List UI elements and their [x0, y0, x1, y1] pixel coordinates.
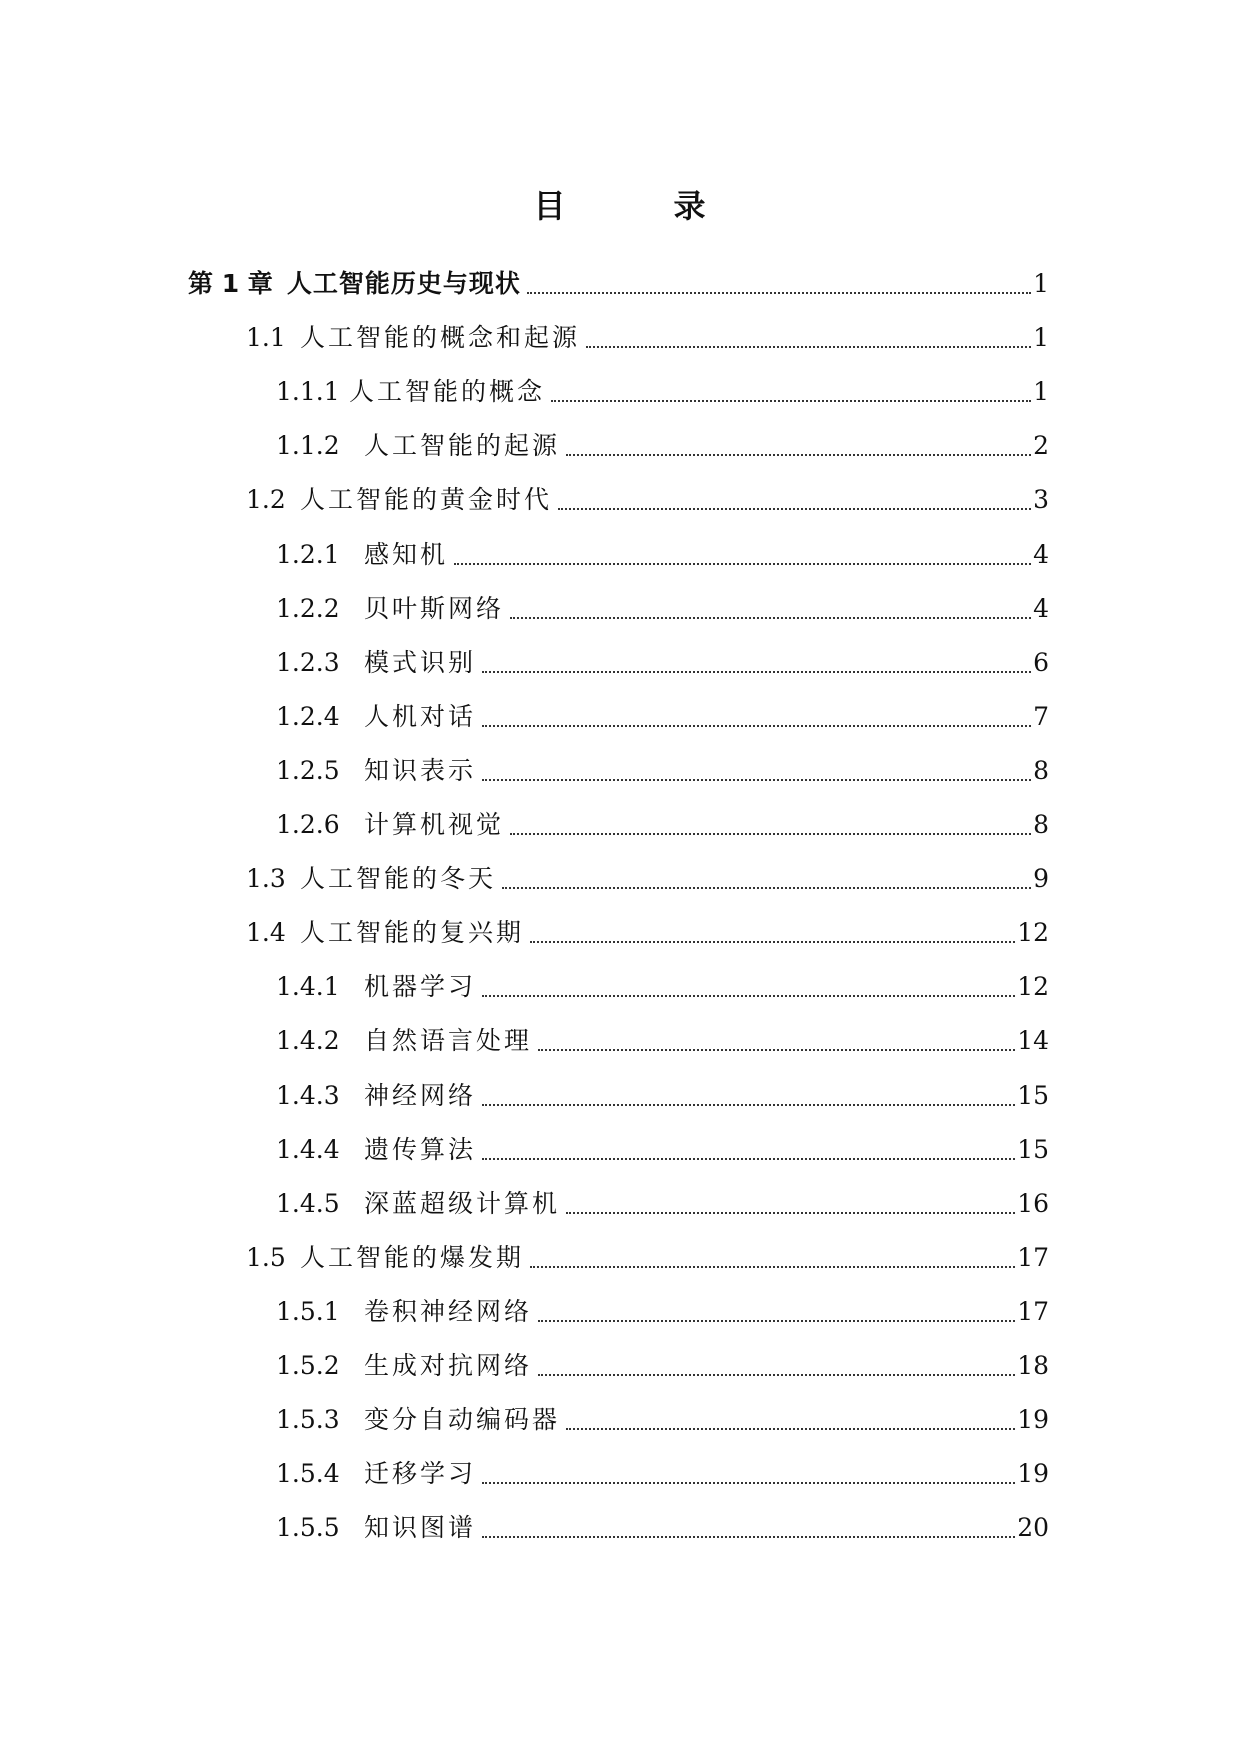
toc-entry[interactable] — [276, 1182, 1049, 1222]
toc-dot-leader — [586, 346, 1031, 348]
toc-entry-title: 人工智能的黄金时代 — [300, 485, 553, 515]
toc-entry-page: 8 — [1033, 755, 1049, 785]
toc-entry-title: 卷积神经网络 — [364, 1296, 533, 1326]
toc-entry-title: 知识图谱 — [364, 1513, 477, 1543]
toc-entry-page: 15 — [1017, 1080, 1049, 1110]
toc-entry-page: 17 — [1017, 1296, 1049, 1326]
toc-entry-number: 1.2.1 — [276, 539, 340, 569]
toc-entry[interactable] — [276, 370, 1049, 410]
toc-entry[interactable] — [276, 749, 1049, 789]
toc-entry-page: 8 — [1033, 810, 1049, 839]
toc-entry-number: 1.3 — [246, 864, 286, 894]
toc-entry-page: 18 — [1017, 1351, 1049, 1380]
toc-entry-title: 人工智能的冬天 — [300, 864, 497, 894]
toc-entry[interactable] — [276, 1290, 1049, 1330]
toc-entry-page: 19 — [1017, 1459, 1049, 1489]
toc-dot-leader — [482, 1104, 1015, 1106]
toc-entry-title: 贝叶斯网络 — [364, 593, 505, 623]
toc-entry[interactable] — [276, 587, 1049, 627]
toc-entry-title: 感知机 — [364, 539, 449, 569]
toc-entry-number: 1.1.2 — [276, 431, 340, 461]
toc-entry-number: 1.2.3 — [276, 647, 340, 677]
toc-dot-leader — [482, 1482, 1015, 1484]
toc-entry-title: 自然语言处理 — [364, 1026, 533, 1056]
toc-dot-leader — [454, 563, 1031, 565]
toc-entry[interactable] — [276, 424, 1049, 464]
toc-dot-leader — [510, 617, 1031, 619]
toc-entry-number: 1.5.1 — [276, 1296, 340, 1326]
toc-entry-page: 4 — [1033, 593, 1049, 623]
toc-entry-page: 9 — [1033, 864, 1049, 894]
toc-dot-leader — [538, 1320, 1015, 1322]
toc-title: 目 录 — [533, 187, 744, 225]
toc-entry-page: 12 — [1017, 918, 1049, 948]
toc-dot-leader — [510, 833, 1031, 835]
toc-entry[interactable] — [276, 1074, 1049, 1114]
toc-entry[interactable] — [276, 1344, 1049, 1384]
toc-entry-number: 1.2.4 — [276, 701, 340, 731]
toc-entry[interactable] — [276, 803, 1049, 843]
toc-entry-page: 17 — [1017, 1242, 1049, 1272]
toc-entry-title: 机器学习 — [364, 972, 477, 1002]
toc-dot-leader — [482, 671, 1031, 673]
toc-entry-title: 计算机视觉 — [364, 810, 505, 839]
toc-entry-number: 1.2.5 — [276, 755, 340, 785]
toc-entry-title: 人工智能的概念 — [349, 377, 546, 407]
toc-entry[interactable] — [188, 262, 1049, 302]
toc-entry-number: 1.1 — [246, 323, 286, 353]
toc-entry-number: 1.5.3 — [276, 1405, 340, 1435]
toc-entry-number: 1.4.4 — [276, 1134, 340, 1164]
toc-entry-number: 1.4.3 — [276, 1080, 340, 1110]
toc-entry-number: 1.5.2 — [276, 1351, 340, 1380]
toc-entry-page: 12 — [1017, 972, 1049, 1002]
toc-dot-leader — [566, 1428, 1015, 1430]
toc-entry-title: 人机对话 — [364, 701, 477, 731]
toc-entry-page: 1 — [1033, 377, 1049, 407]
toc-dot-leader — [566, 1212, 1015, 1214]
toc-entry-number: 第 1 章 — [188, 269, 273, 298]
toc-dot-leader — [558, 508, 1031, 510]
toc-dot-leader — [538, 1374, 1015, 1376]
toc-entry-title: 迁移学习 — [364, 1459, 477, 1489]
toc-entry[interactable] — [276, 533, 1049, 573]
toc-entry-page: 3 — [1033, 485, 1049, 515]
toc-entry[interactable] — [276, 1506, 1049, 1546]
toc-entry[interactable] — [246, 316, 1049, 356]
toc-entry-page: 2 — [1033, 431, 1049, 461]
toc-entry-page: 20 — [1017, 1513, 1049, 1543]
toc-entry-number: 1.5 — [246, 1242, 286, 1272]
toc-entry-number: 1.5.5 — [276, 1513, 340, 1543]
toc-entry-title: 人工智能的起源 — [364, 431, 561, 461]
toc-entry-number: 1.4.1 — [276, 972, 340, 1002]
toc-entry-title: 模式识别 — [364, 647, 477, 677]
toc-entry-title: 深蓝超级计算机 — [364, 1188, 561, 1218]
toc-entry-page: 4 — [1033, 539, 1049, 569]
toc-dot-leader — [527, 292, 1031, 294]
toc-dot-leader — [482, 1536, 1015, 1538]
toc-entry-page: 6 — [1033, 647, 1049, 677]
toc-entry-page: 7 — [1033, 701, 1049, 731]
toc-entry-number: 1.1.1 — [276, 377, 340, 407]
toc-entry[interactable] — [246, 1236, 1049, 1276]
toc-entry-title: 生成对抗网络 — [364, 1351, 533, 1380]
toc-entry[interactable] — [276, 1128, 1049, 1168]
toc-entry-number: 1.2.6 — [276, 810, 340, 839]
toc-entry-title: 人工智能历史与现状 — [286, 269, 521, 298]
toc-entry[interactable] — [276, 1452, 1049, 1492]
toc-dot-leader — [502, 887, 1031, 889]
toc-entry-page: 1 — [1033, 323, 1049, 353]
toc-dot-leader — [482, 1158, 1015, 1160]
toc-dot-leader — [551, 400, 1031, 402]
toc-entry-page: 19 — [1017, 1405, 1049, 1435]
toc-entry-title: 知识表示 — [364, 755, 477, 785]
toc-dot-leader — [538, 1049, 1015, 1051]
toc-entry[interactable] — [276, 641, 1049, 681]
toc-entry[interactable] — [276, 695, 1049, 735]
toc-entry-title: 人工智能的复兴期 — [300, 918, 525, 948]
toc-entry-title: 变分自动编码器 — [364, 1405, 561, 1435]
toc-entry-title: 人工智能的爆发期 — [300, 1242, 525, 1272]
toc-dot-leader — [566, 454, 1031, 456]
toc-dot-leader — [482, 725, 1031, 727]
toc-dot-leader — [530, 941, 1015, 943]
toc-entry-number: 1.5.4 — [276, 1459, 340, 1489]
toc-entry-number: 1.4.5 — [276, 1188, 340, 1218]
toc-entry-number: 1.2.2 — [276, 593, 340, 623]
toc-entry-number: 1.4 — [246, 918, 286, 948]
toc-entry-title: 神经网络 — [364, 1080, 477, 1110]
toc-entry[interactable] — [276, 965, 1049, 1005]
toc-dot-leader — [530, 1266, 1015, 1268]
toc-entry-page: 14 — [1017, 1026, 1049, 1056]
toc-entry-title: 人工智能的概念和起源 — [300, 323, 581, 353]
toc-entry-page: 1 — [1033, 269, 1049, 298]
toc-entry[interactable] — [246, 857, 1049, 897]
toc-dot-leader — [482, 779, 1031, 781]
toc-dot-leader — [482, 995, 1015, 997]
toc-entry[interactable] — [276, 1398, 1049, 1438]
toc-entry-page: 15 — [1017, 1134, 1049, 1164]
toc-entry[interactable] — [276, 1019, 1049, 1059]
toc-entry[interactable] — [246, 911, 1049, 951]
toc-entry-page: 16 — [1017, 1188, 1049, 1218]
toc-entry-title: 遗传算法 — [364, 1134, 477, 1164]
toc-entry-number: 1.4.2 — [276, 1026, 340, 1056]
toc-entry[interactable] — [246, 478, 1049, 518]
toc-entry-number: 1.2 — [246, 485, 286, 515]
